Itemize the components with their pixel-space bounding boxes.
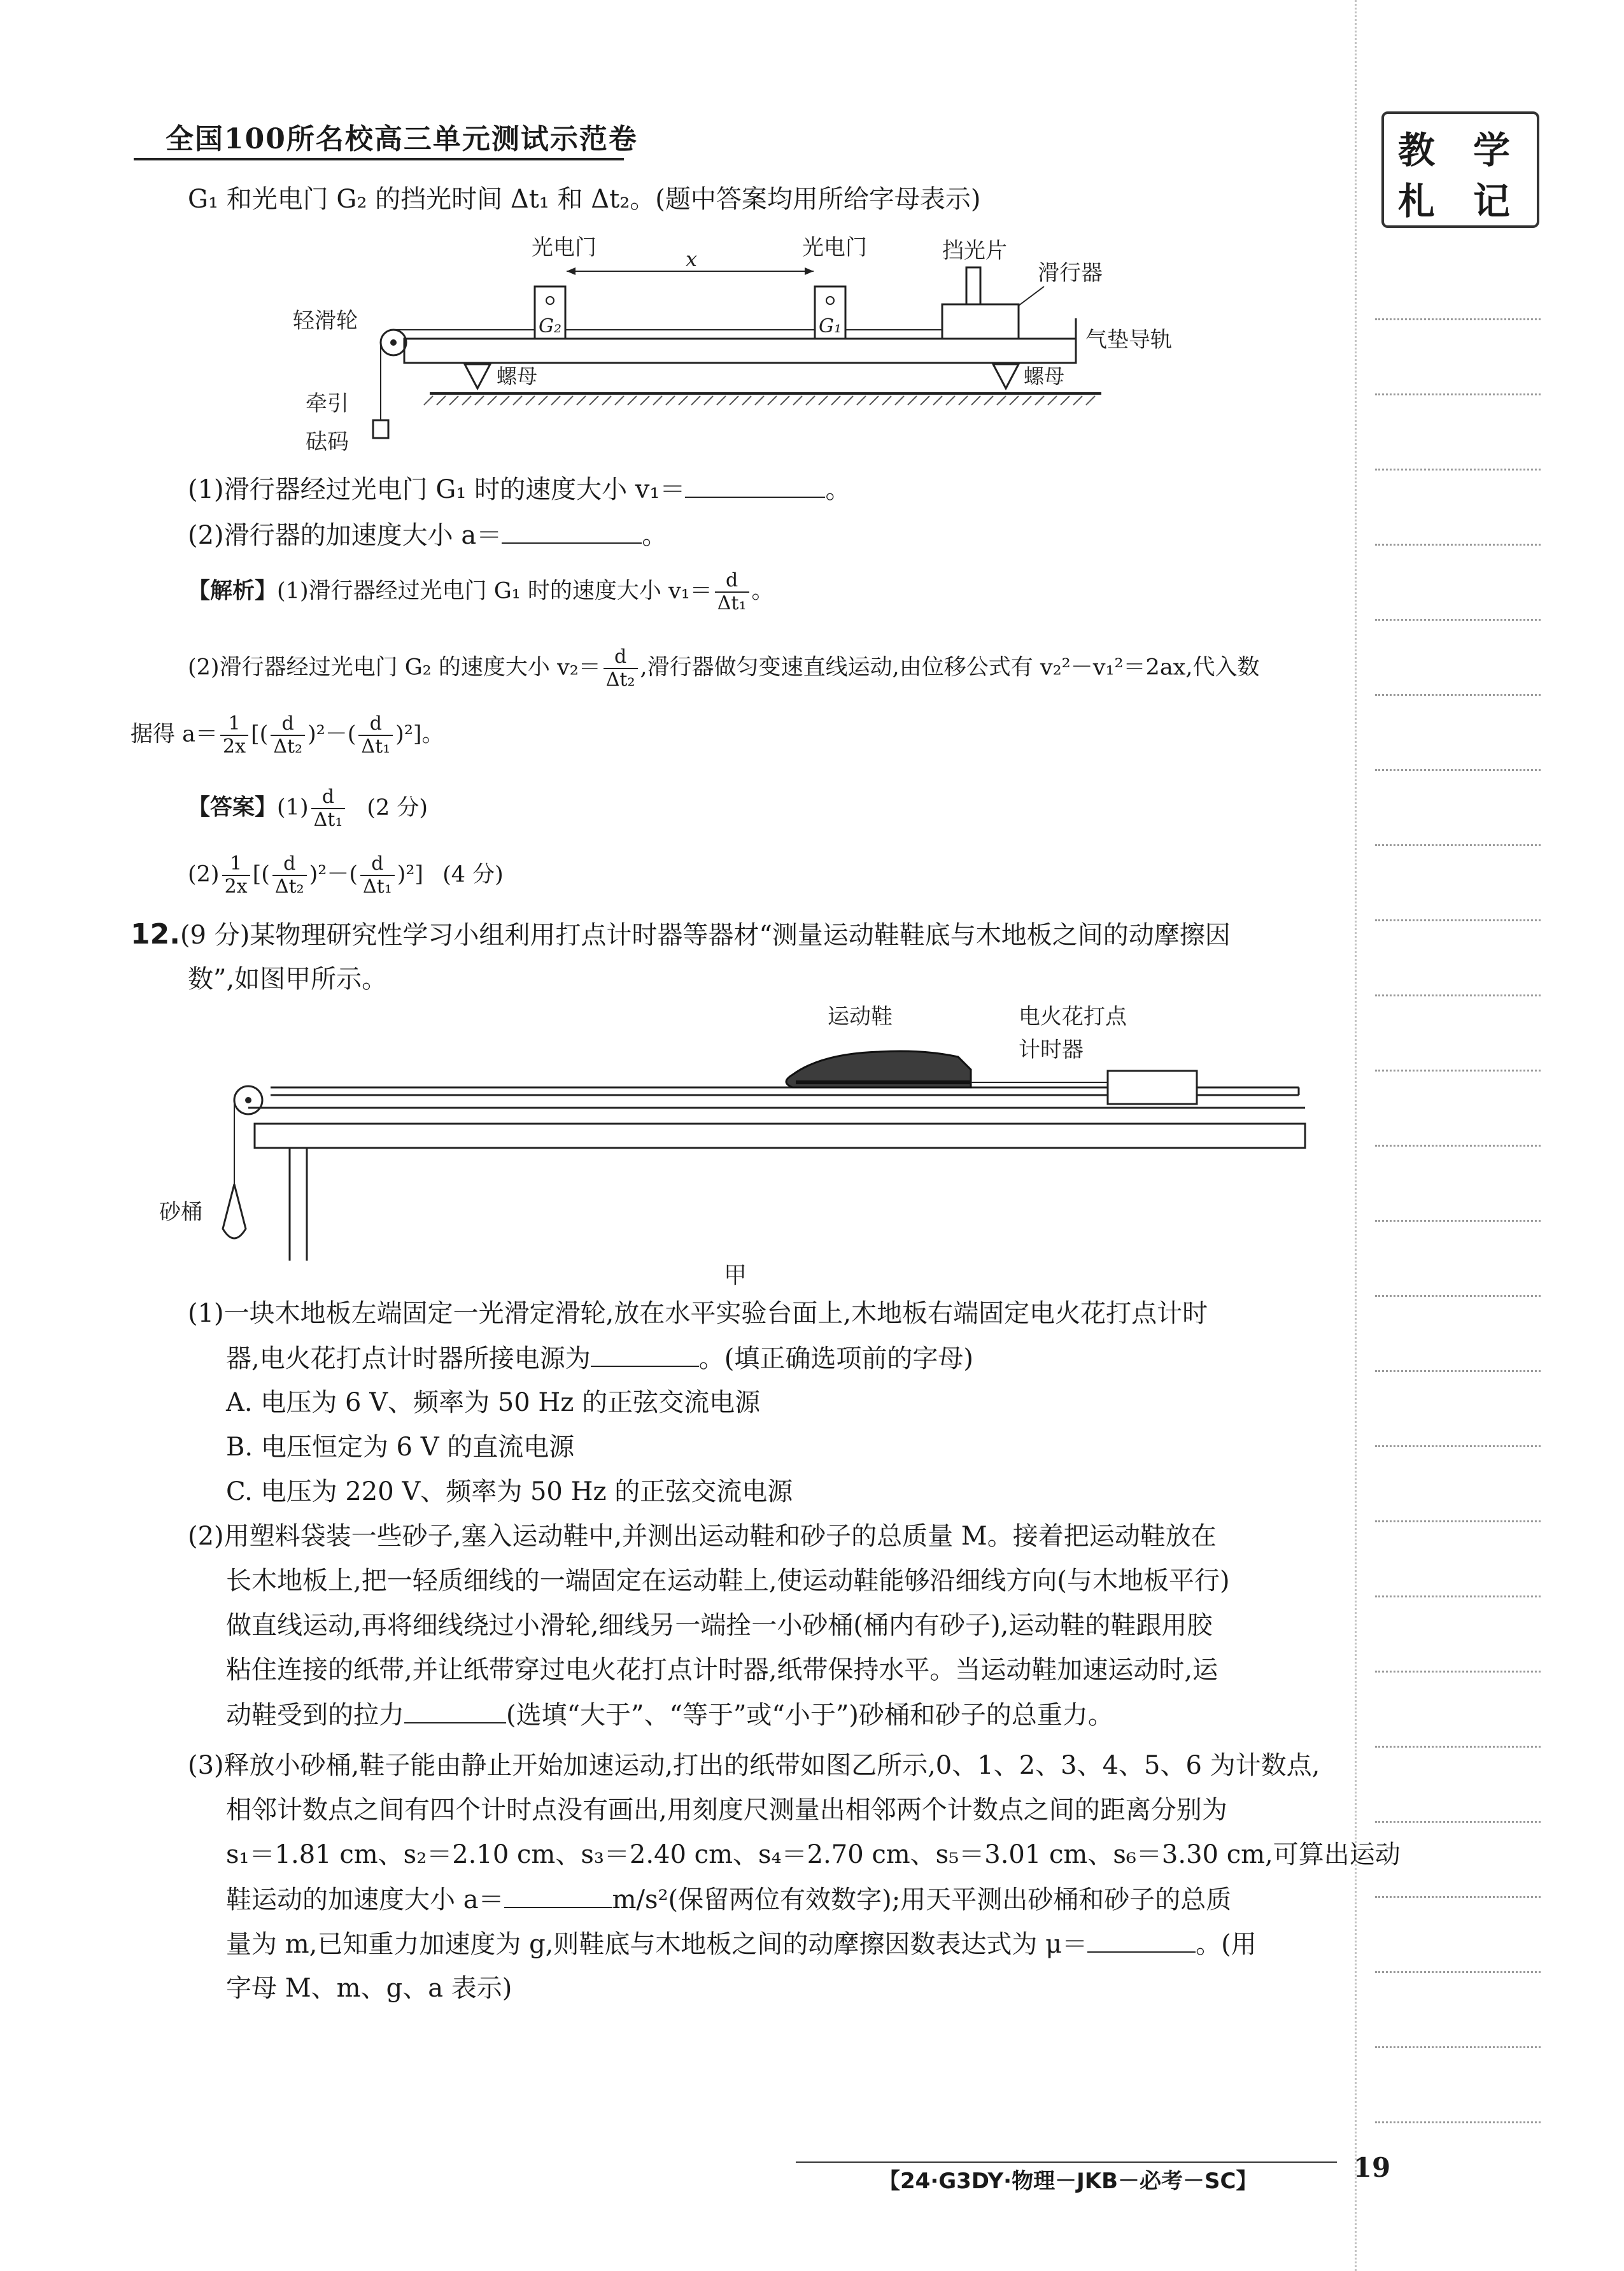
fraction-d-dt2: $\frac{d}{\text{Δt₂}}$	[604, 646, 638, 691]
header-rule	[134, 158, 624, 160]
q11-answer-1	[188, 786, 428, 831]
label-slider: 滑行器	[1038, 260, 1103, 286]
q12-title-2: 数”,如图甲所示。	[188, 965, 388, 994]
logo-char: 札	[1398, 180, 1436, 223]
label-weight-2: 砝码	[306, 429, 349, 455]
fraction-d-dt1: $\frac{d}{\text{Δt₁}}$	[360, 853, 395, 898]
notes-rule	[1375, 1070, 1541, 1072]
q12-text: m/s²(保留两位有效数字);用天平测出砂桶和砂子的总质	[612, 1885, 1232, 1914]
q12-part1-l1: (1)一块木地板左端固定一光滑定滑轮,放在水平实验台面上,木地板右端固定电火花打点计时	[188, 1299, 1208, 1328]
nut-right	[993, 364, 1019, 388]
sand-bucket	[223, 1184, 246, 1238]
figure-shoe-board	[159, 993, 1337, 1292]
analysis-tag: 【解析】	[188, 577, 278, 604]
notes-rule	[1375, 694, 1541, 696]
q11-part2-text: (2)滑行器的加速度大小 a＝	[188, 521, 502, 550]
label-nut-left: 螺母	[497, 364, 538, 388]
q12-text: 。(填正确选项前的字母)	[698, 1344, 973, 1373]
notes-rule	[1375, 1370, 1541, 1372]
notes-rule	[1375, 1595, 1541, 1597]
q12-part2-l5	[226, 1697, 1113, 1733]
q12-part2-l1: (2)用塑料袋装一些砂子,塞入运动鞋中,并测出运动鞋和砂子的总质量 M。接着把运动鞋放在	[188, 1522, 1217, 1551]
header-title: 全国100所名校高三单元测试示范卷	[166, 123, 638, 155]
notes-rule	[1375, 1971, 1541, 1973]
fraction-1-2x: $\frac{1}{2x}$	[222, 853, 250, 898]
analysis-end: 。	[751, 578, 774, 604]
slider	[942, 304, 1019, 339]
notes-rule	[1375, 2046, 1541, 2048]
label-timer-1: 电火花打点	[1019, 1004, 1127, 1029]
figure-caption: 甲	[724, 1263, 747, 1289]
bracket: )²－(	[309, 861, 358, 888]
notes-rule	[1375, 544, 1541, 546]
spark-timer	[1108, 1071, 1197, 1104]
q12-text: (9 分)某物理研究性学习小组利用打点计时器等器材“测量运动鞋鞋底与木地板之间的动摩擦因	[180, 921, 1231, 950]
answer-blank[interactable]	[591, 1340, 699, 1367]
answer-tag: 【答案】	[188, 794, 278, 821]
label-g1: G₁	[819, 315, 842, 337]
q12-part2-l3: 做直线运动,再将细线绕过小滑轮,细线另一端拴一小砂桶(桶内有砂子),运动鞋的鞋跟用胶	[226, 1611, 1213, 1640]
label-nut-right: 螺母	[1024, 364, 1065, 388]
fraction-d-dt1: $\frac{d}{\text{Δt₁}}$	[311, 786, 346, 831]
q12-part3-l3: s₁＝1.81 cm、s₂＝2.10 cm、s₃＝2.40 cm、s₄＝2.70 cm、s₅＝3.01 cm、s₆＝3.30 cm,可算出运动	[226, 1840, 1401, 1869]
q12-part3-l6: 字母 M、m、g、a 表示)	[226, 1974, 512, 2003]
notes-rule	[1375, 769, 1541, 771]
q12-text: 。(用	[1196, 1930, 1257, 1959]
q11-part1	[188, 471, 851, 507]
q11-part2-end: 。	[642, 521, 668, 550]
q12-text: 量为 m,已知重力加速度为 g,则鞋底与木地板之间的动摩擦因数表达式为 μ＝	[226, 1930, 1088, 1959]
notes-column-separator	[1355, 0, 1357, 2271]
light-shield	[966, 267, 980, 304]
q12-part3-l5	[226, 1926, 1257, 1962]
study-notes-logo	[1381, 111, 1539, 228]
running-shoe	[786, 1051, 971, 1087]
bracket: )²]。	[395, 721, 444, 747]
notes-rule	[1375, 994, 1541, 996]
fraction-d-dt2: $\frac{d}{\text{Δt₂}}$	[272, 853, 307, 898]
q12-text: 器,电火花打点计时器所接电源为	[226, 1344, 591, 1373]
fraction-d-dt1: $\frac{d}{\text{Δt₁}}$	[358, 713, 393, 758]
label-pulley: 轻滑轮	[293, 308, 358, 334]
nut-left	[465, 364, 490, 388]
q11-analysis-3	[131, 713, 444, 758]
notes-rule	[1375, 1746, 1541, 1748]
label-gate-right: 光电门	[802, 235, 867, 260]
analysis-text: (2)滑行器经过光电门 G₂ 的速度大小 v₂＝	[188, 654, 601, 681]
air-track	[404, 339, 1076, 363]
hanging-weight	[373, 420, 388, 438]
fraction-d-dt1: $\frac{d}{\text{Δt₁}}$	[715, 570, 749, 614]
label-track: 气垫导轨	[1085, 327, 1172, 353]
answer-text: (1)	[277, 795, 309, 821]
q12-part2-l2: 长木地板上,把一轻质细线的一端固定在运动鞋上,使运动鞋能够沿细线方向(与木地板平行)	[226, 1566, 1230, 1595]
ground-hatch	[424, 396, 1095, 405]
q11-part2	[188, 517, 667, 553]
notes-rule	[1375, 1821, 1541, 1823]
answer-blank[interactable]	[1087, 1926, 1196, 1953]
q12-text: 动鞋受到的拉力	[226, 1701, 404, 1730]
analysis-text: ,滑行器做匀变速直线运动,由位移公式有 v₂²－v₁²＝2ax,代入数	[640, 654, 1260, 681]
notes-rule	[1375, 1145, 1541, 1147]
q12-part2-l4: 粘住连接的纸带,并让纸带穿过电火花打点计时器,纸带保持水平。当运动鞋加速运动时,运	[226, 1655, 1218, 1685]
label-g2: G₂	[539, 315, 561, 337]
page-number: 19	[1353, 2152, 1391, 2183]
q11-analysis-1	[188, 570, 774, 614]
notes-rule	[1375, 1896, 1541, 1898]
logo-char: 学	[1473, 129, 1511, 172]
q12-part1-l2	[226, 1340, 973, 1376]
q11-analysis-2	[188, 646, 1260, 691]
bracket: [(	[251, 721, 269, 747]
q12-part3-l1: (3)释放小砂桶,鞋子能由静止开始加速运动,打出的纸带如图乙所示,0、1、2、3、4、5、6 为计数点,	[188, 1751, 1320, 1780]
answer-blank[interactable]	[685, 471, 825, 498]
q12-text: 鞋运动的加速度大小 a＝	[226, 1885, 504, 1914]
label-shade: 挡光片	[942, 238, 1007, 264]
q12-text: (选填“大于”、“等于”或“小于”)砂桶和砂子的总重力。	[506, 1701, 1113, 1730]
notes-rule	[1375, 619, 1541, 621]
q12-part3-l2: 相邻计数点之间有四个计时点没有画出,用刻度尺测量出相邻两个计数点之间的距离分别为	[226, 1795, 1227, 1825]
q11-part1-text: (1)滑行器经过光电门 G₁ 时的速度大小 v₁＝	[188, 475, 686, 504]
q11-answer-2	[188, 853, 504, 898]
label-shoe: 运动鞋	[828, 1004, 893, 1029]
notes-rule	[1375, 1671, 1541, 1673]
label-x: x	[686, 247, 698, 271]
answer-blank[interactable]	[404, 1697, 506, 1723]
notes-rule	[1375, 844, 1541, 846]
logo-char: 教	[1398, 129, 1436, 172]
notes-rule	[1375, 318, 1541, 320]
analysis-text: 据得 a＝	[131, 721, 218, 747]
answer-text: (2)	[188, 861, 220, 888]
bracket: )²－(	[307, 721, 357, 747]
q12-part3-l4	[226, 1881, 1231, 1918]
figure-air-track	[280, 229, 1184, 458]
footer-code: 【24·G3DY·物理－JKB－必考－SC】	[879, 2168, 1258, 2194]
label-weight-1: 牵引	[306, 391, 349, 416]
score: (4 分)	[442, 861, 504, 888]
notes-rule	[1375, 1295, 1541, 1297]
bracket: )²]	[397, 861, 424, 888]
notes-rule	[1375, 469, 1541, 470]
notes-rule	[1375, 2121, 1541, 2123]
answer-blank[interactable]	[502, 517, 642, 544]
notes-rule	[1375, 1220, 1541, 1222]
notes-rule	[1375, 1520, 1541, 1522]
label-gate-left: 光电门	[532, 235, 597, 260]
analysis-text: (1)滑行器经过光电门 G₁ 时的速度大小 v₁＝	[277, 578, 712, 604]
footer-rule	[796, 2161, 1337, 2163]
question-number: 12.	[131, 918, 180, 951]
intro-line: G₁ 和光电门 G₂ 的挡光时间 Δt₁ 和 Δt₂。(题中答案均用所给字母表示)	[188, 185, 981, 214]
q12-title	[131, 917, 1231, 953]
logo-char: 记	[1473, 180, 1511, 223]
fraction-1-2x: $\frac{1}{2x}$	[220, 713, 248, 758]
option-b: B. 电压恒定为 6 V 的直流电源	[226, 1433, 575, 1462]
wooden-board	[255, 1124, 1305, 1148]
label-bucket: 砂桶	[159, 1199, 202, 1225]
option-a: A. 电压为 6 V、频率为 50 Hz 的正弦交流电源	[226, 1388, 761, 1417]
option-c: C. 电压为 220 V、频率为 50 Hz 的正弦交流电源	[226, 1477, 793, 1506]
score: (2 分)	[367, 795, 428, 821]
answer-blank[interactable]	[504, 1881, 612, 1908]
q11-part1-end: 。	[825, 475, 851, 504]
notes-rule	[1375, 919, 1541, 921]
bracket: [(	[252, 861, 270, 888]
notes-rule	[1375, 393, 1541, 395]
notes-rule	[1375, 1445, 1541, 1447]
fraction-d-dt2: $\frac{d}{\text{Δt₂}}$	[271, 713, 305, 758]
label-timer-2: 计时器	[1019, 1037, 1084, 1063]
